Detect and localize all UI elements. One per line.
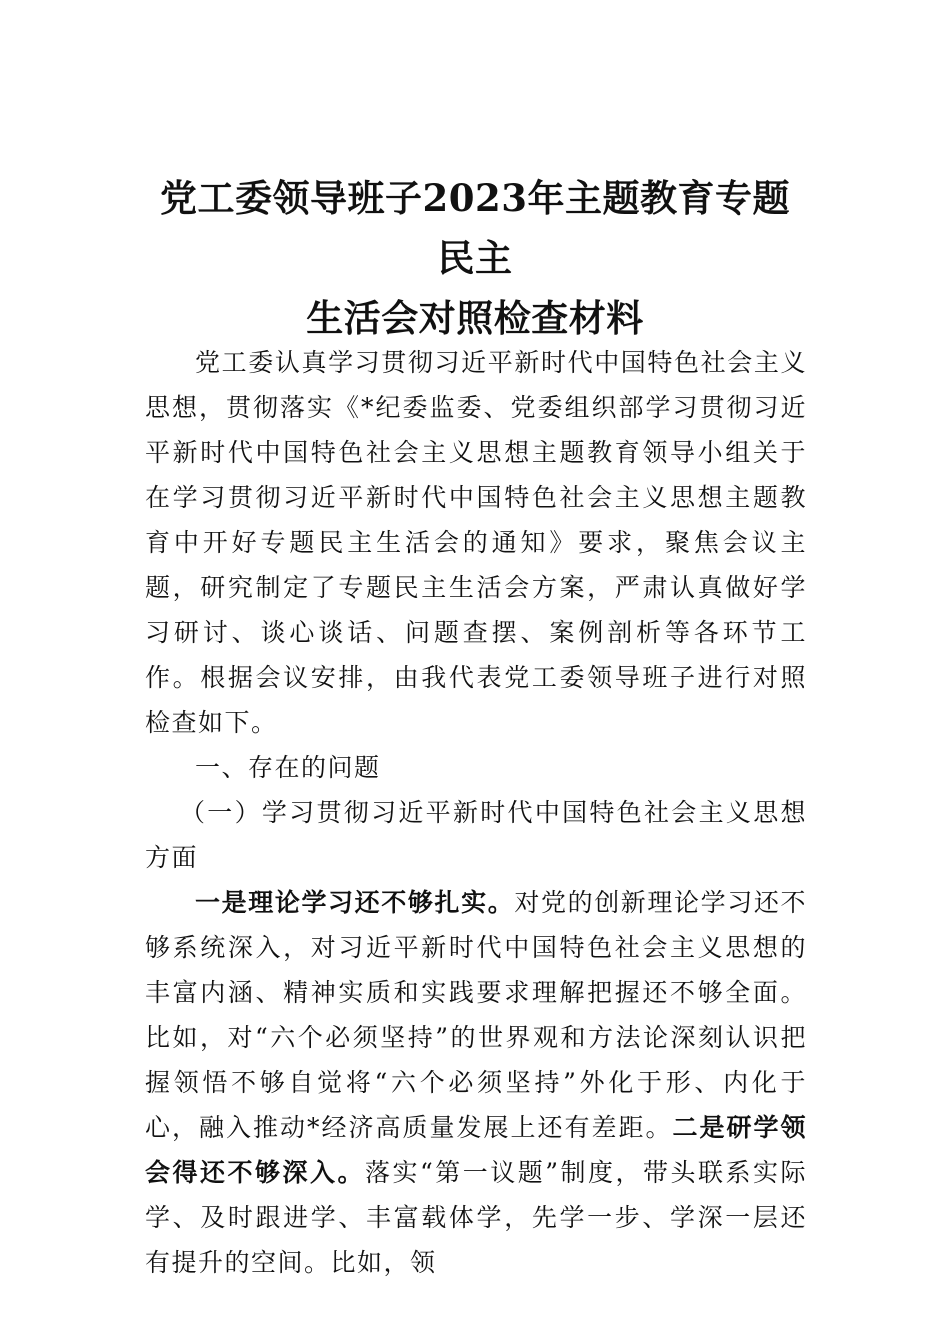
point-1-text: 对党的创新理论学习还不够系统深入，对习近平新时代中国特色社会主义思想的丰富内涵、精神实质和实践要求理解把握还不够全面。比如，对“六个必须坚持”的世界观和方法论深刻认识把握领悟不够自觉将“六个必须坚持”外化于形、内化于心，融入推动*经济高质量发展上还有差距。	[145, 888, 807, 1142]
document-title	[145, 168, 805, 348]
intro-paragraph: 党工委认真学习贯彻习近平新时代中国特色社会主义思想，贯彻落实《*纪委监委、党委组织部学习贯彻习近平新时代中国特色社会主义思想主题教育领导小组关于在学习贯彻习近平新时代中国特色社会主义思想主题教育中开好专题民主生活会的通知》要求，聚焦会议主题，研究制定了专题民主生活会方案，严肃认真做好学习研讨、谈心谈话、问题查摆、案例剖析等各环节工作。根据会议安排，由我代表党工委领导班子进行对照检查如下。	[145, 348, 807, 737]
subsection-heading: （一）学习贯彻习近平新时代中国特色社会主义思想方面	[145, 798, 807, 872]
title-line-1: 党工委领导班子2023年主题教育专题民主	[160, 176, 790, 280]
point-2-text: 落实“第一议题”制度，带头联系实际学、及时跟进学、丰富载体学，先学一步、学深一层还有提升的空间。比如，领	[145, 1158, 807, 1277]
title-line-2: 生活会对照检查材料	[306, 296, 644, 340]
section-heading: 一、存在的问题	[195, 753, 381, 782]
point-1-heading: 一是理论学习还不够扎实。	[195, 888, 515, 917]
problem-paragraph	[145, 880, 807, 1285]
document-body	[145, 340, 807, 1285]
point-2-heading: 二是研学领会得还不够深入。	[145, 1113, 807, 1187]
